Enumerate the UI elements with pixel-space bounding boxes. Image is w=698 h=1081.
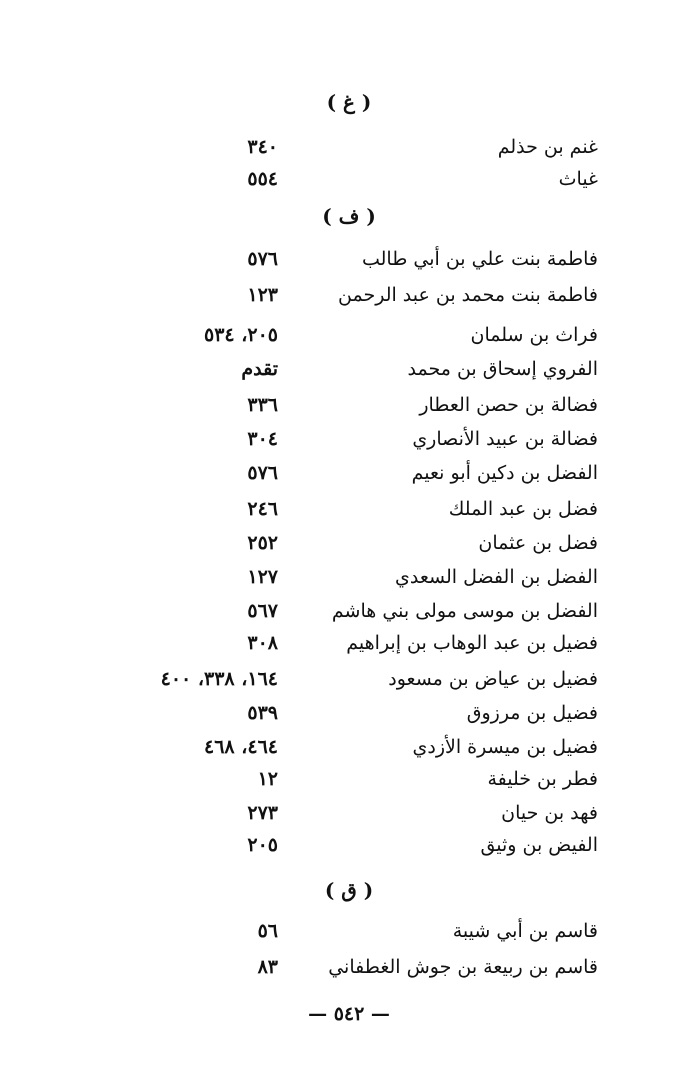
entry-pages: ٥٦٧ (247, 600, 278, 622)
entry-name: فهد بن حيان (501, 802, 598, 824)
index-entry (0, 280, 698, 310)
entry-pages: ٢٧٣ (247, 802, 278, 824)
index-entry (0, 830, 698, 860)
index-entry (0, 764, 698, 794)
entry-name: الفضل بن موسى مولى بني هاشم (331, 600, 598, 622)
entry-pages: ٢٠٥، ٥٣٤ (204, 324, 278, 346)
entry-name: فضل بن عبد الملك (448, 498, 598, 520)
entry-name: فراث بن سلمان (470, 324, 598, 346)
entry-name: فضالة بن حصن العطار (419, 394, 598, 416)
index-entry (0, 354, 698, 384)
page-number: — ٥٤٢ — (308, 1003, 390, 1025)
entry-pages: ٣٤٠ (247, 136, 278, 158)
section-header-qaf: ( ق ) (324, 878, 374, 902)
index-entry (0, 798, 698, 828)
entry-name: فضيل بن ميسرة الأزدي (412, 736, 598, 758)
entry-pages: ٢٤٦ (247, 498, 278, 520)
entry-name: فطر بن خليفة (487, 768, 598, 790)
entry-pages: ١٦٤، ٣٣٨، ٤٠٠ (160, 668, 278, 690)
entry-name: فضل بن عثمان (478, 532, 598, 554)
entry-pages: ٥٧٦ (247, 248, 278, 270)
entry-pages: ٣٣٦ (247, 394, 278, 416)
entry-name: غياث (558, 168, 598, 190)
entry-pages: ٥٧٦ (247, 462, 278, 484)
entry-pages: ١٢ (257, 768, 278, 790)
index-entry (0, 732, 698, 762)
entry-pages: ٥٣٩ (247, 702, 278, 724)
index-entry (0, 628, 698, 658)
index-entry (0, 664, 698, 694)
index-entry (0, 952, 698, 982)
entry-name: قاسم بن ربيعة بن جوش الغطفاني (328, 956, 598, 978)
entry-name: فاطمة بنت علي بن أبي طالب (361, 248, 598, 270)
index-entry (0, 562, 698, 592)
entry-pages: تقدم (241, 358, 278, 380)
entry-name: فاطمة بنت محمد بن عبد الرحمن (338, 284, 598, 306)
entry-pages: ٥٦ (257, 920, 278, 942)
index-entry (0, 424, 698, 454)
entry-name: فضيل بن عياض بن مسعود (388, 668, 598, 690)
index-entry (0, 528, 698, 558)
entry-pages: ٨٣ (257, 956, 278, 978)
entry-name: فضيل بن مرزوق (466, 702, 598, 724)
entry-name: قاسم بن أبي شيبة (452, 920, 598, 942)
entry-name: الفضل بن دكين أبو نعيم (411, 462, 598, 484)
entry-name: غنم بن حذلم (497, 136, 598, 158)
section-header-ghain: ( غ ) (326, 90, 372, 114)
entry-name: الفيض بن وثيق (480, 834, 598, 856)
index-entry (0, 458, 698, 488)
index-entry (0, 390, 698, 420)
index-entry (0, 596, 698, 626)
index-entry (0, 244, 698, 274)
index-entry (0, 916, 698, 946)
index-entry (0, 320, 698, 350)
entry-pages: ١٢٧ (247, 566, 278, 588)
entry-pages: ١٢٣ (247, 284, 278, 306)
entry-pages: ٢٥٢ (247, 532, 278, 554)
entry-name: الفضل بن الفضل السعدي (395, 566, 598, 588)
entry-pages: ٣٠٨ (247, 632, 278, 654)
entry-pages: ٤٦٤، ٤٦٨ (204, 736, 278, 758)
index-entry (0, 164, 698, 194)
section-header-fa: ( ف ) (322, 204, 376, 228)
entry-name: فضالة بن عبيد الأنصاري (412, 428, 598, 450)
index-entry (0, 132, 698, 162)
index-entry (0, 698, 698, 728)
entry-pages: ٣٠٤ (247, 428, 278, 450)
entry-name: الفروي إسحاق بن محمد (407, 358, 598, 380)
index-entry (0, 494, 698, 524)
entry-name: فضيل بن عبد الوهاب بن إبراهيم (346, 632, 598, 654)
entry-pages: ٥٥٤ (247, 168, 278, 190)
entry-pages: ٢٠٥ (247, 834, 278, 856)
